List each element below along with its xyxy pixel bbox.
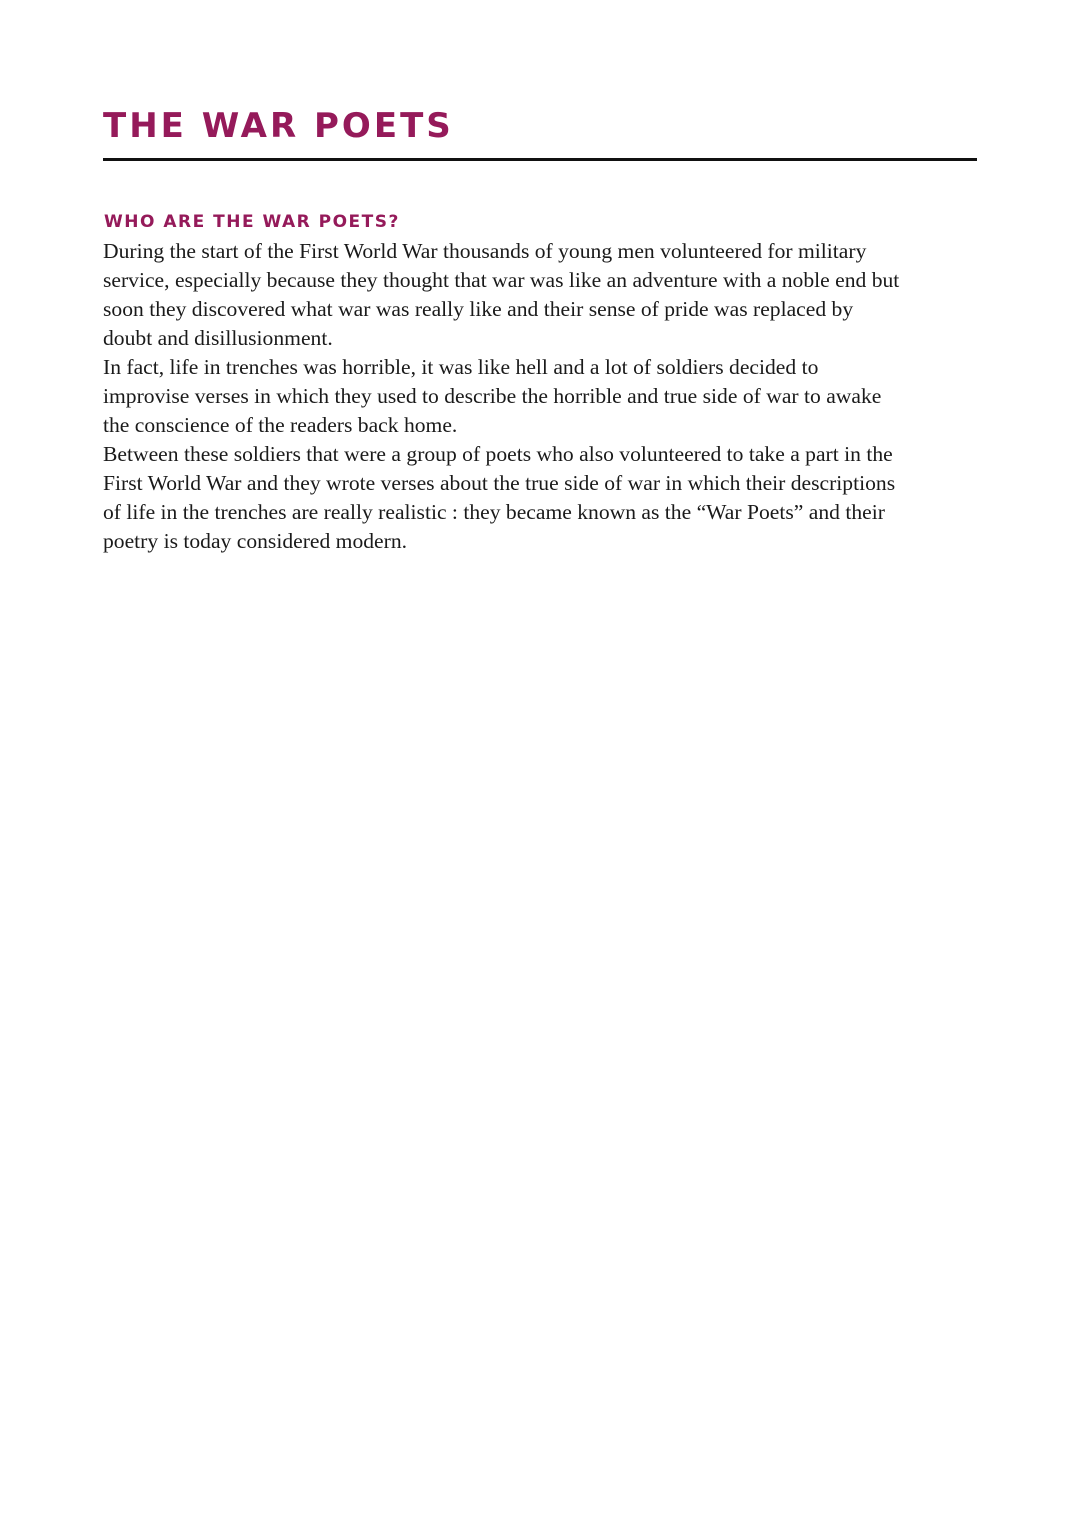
text-line: the conscience of the readers back home.	[103, 413, 458, 437]
text-line: improvise verses in which they used to describe the horrible and true side of war to awake	[103, 384, 882, 408]
paragraph-1	[103, 237, 983, 353]
text-line: In fact, life in trenches was horrible, it was like hell and a lot of soldiers decided to	[103, 355, 819, 379]
text-line: doubt and disillusionment.	[103, 326, 333, 350]
body-text	[103, 237, 983, 556]
text-line: Between these soldiers that were a group of poets who also volunteered to take a part in the	[103, 442, 893, 466]
text-line: First World War and they wrote verses about the true side of war in which their descriptions	[103, 471, 896, 495]
text-line: service, especially because they thought that war was like an adventure with a noble end but	[103, 268, 900, 292]
text-line: of life in the trenches are really realistic : they became known as the “War Poets” and their	[103, 500, 885, 524]
text-line: During the start of the First World War thousands of young men volunteered for military	[103, 239, 867, 263]
title-divider	[103, 158, 977, 161]
paragraph-3	[103, 440, 983, 556]
paragraph-2	[103, 353, 983, 440]
page-title: THE WAR POETS	[103, 106, 454, 146]
text-line: poetry is today considered modern.	[103, 529, 408, 553]
section-heading: WHO ARE THE WAR POETS?	[104, 212, 400, 232]
text-line: soon they discovered what war was really like and their sense of pride was replaced by	[103, 297, 854, 321]
